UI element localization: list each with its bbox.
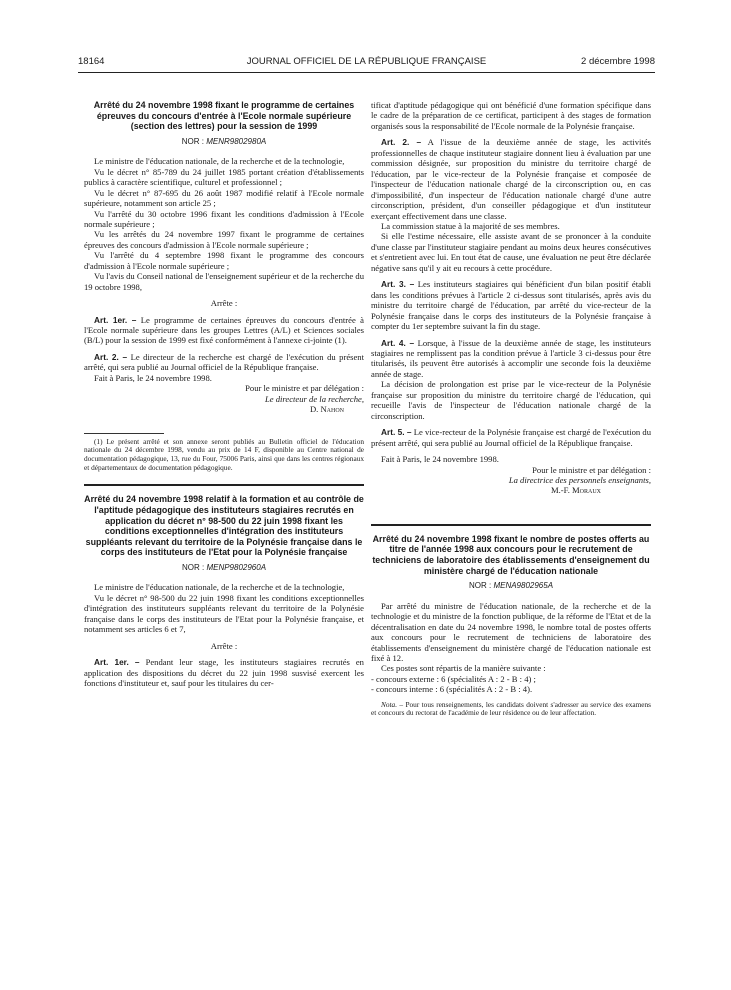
article-label: Art. 1er. – [94,657,140,668]
fait-a-paris: Fait à Paris, le 24 novembre 1998. [381,454,499,465]
nor-label: NOR : [468,581,492,591]
article [371,338,651,380]
delegation-line: Pour le ministre et par délégation : [245,383,364,394]
article [371,137,651,221]
fait-a-paris: Fait à Paris, le 24 novembre 1998. [94,372,212,383]
vu-item: Vu l'arrêté du 4 septembre 1998 fixant le programme des concours d'admission à l'Ecole normale supérieure ; [84,250,364,271]
article [371,427,651,448]
footnote-rule [84,433,164,434]
header-rule [78,72,655,73]
article-text: Les instituteurs stagiaires qui bénéficient d'un bilan positif établi dans les conditions prévues à l'article 2 ci-dessus sont titularisés, après avis du ministre du territoire chargé de l'éducation, par arrêté du vice-recteur de la Polynésie française dans le corps des instituteurs de la Polynésie française à compter du 1er septembre suivant la fin du stage. [371,279,651,332]
vu-item: Vu les arrêtés du 24 novembre 1997 fixant le programme de certaines épreuves des concours d'admission à l'Ecole normale supérieure ; [84,229,364,250]
vu-item: Vu l'avis du Conseil national de l'enseignement supérieur et de la recherche du 19 octobre 1998, [84,271,364,292]
article-text: Le vice-recteur de la Polynésie française est chargé de l'exécution du présent arrêté, qui sera publié au Journal officiel de la République française. [371,427,652,448]
journal-title: JOURNAL OFFICIEL DE LA RÉPUBLIQUE FRANÇAISE [246,56,487,67]
arrete2-nor [84,563,364,573]
delegation-line: Pour le ministre et par délégation : [532,464,651,475]
article-continuation: tificat d'aptitude pédagogique qui ont bénéficié d'une formation spécifique dans le cadre de la préparation de ce certificat, participent à des stages de formation organisés sous la responsabilité de l'Ecole normale de la Polynésie française. [371,100,651,131]
paragraph: Si elle l'estime nécessaire, elle assiste avant de se prononcer à la conduite d'une classe par l'instituteur stagiaire pendant au moins deux heures consécutives et s'entretient avec lui. En tout état de cause, une évaluation ne peut être déclarée négative sans qu'il y ait eu recours à cette procédure. [371,231,651,273]
concours-externe: - concours externe : 6 (spécialités A : 2 - B : 4) ; [371,673,536,684]
arrete3-title: Arrêté du 24 novembre 1998 fixant le nombre de postes offerts au titre de l'année 1998 aux concours pour le recrutement de techniciens de laboratoire des établissements d'enseignement du ministère chargé de l'éducation nationale [372,533,650,576]
article-label: Art. 5. – [381,427,412,438]
article [84,315,364,346]
article [84,657,364,688]
article-label: Art. 4. – [381,337,415,348]
nor-code: MENR9802980A [206,136,267,146]
vu-item: Vu l'arrêté du 30 octobre 1996 fixant les conditions d'admission à l'Ecole normale supérieure ; [84,208,364,229]
signatory-name: M.-F. Moraux [550,485,601,496]
article [84,352,364,373]
signatory-role: La directrice des personnels enseignants, [508,474,651,485]
arrete2-title: Arrêté du 24 novembre 1998 relatif à la formation et au contrôle de l'aptitude pédagogique des instituteurs stagiaires recrutés en application du décret n° 98-500 du 22 juin 1998 fixant les conditions exceptionnelles d'intégration des instituteurs suppléants relevant du territoire de la Polynésie française dans le corps des instituteurs de l'Etat pour la Polynésie française [84,494,364,558]
nor-code: MENA9802965A [493,581,554,591]
arrete-label: Arrête : [210,298,238,309]
nota-label: Nota. [381,699,398,709]
nor-code: MENP9802960A [206,563,267,573]
section-separator [84,484,364,486]
article-label: Art. 3. – [381,279,415,290]
article-text: Pendant leur stage, les instituteurs stagiaires recrutés en application des dispositions du décret du 22 juin 1998 susvisé exercent les fonctions d'instituteur et, sauf pour les titulaires du cer- [84,657,364,689]
footnote: (1) Le présent arrêté et son annexe seront publiés au Bulletin officiel de l'éducation nationale du 24 décembre 1998, vendu au prix de 14 F, disponible au Centre national de documentation pédagogique, 13, rue du Four, 75006 Paris, ainsi que dans les centres régionaux et départementaux de documentation pédagogique. [84,436,364,472]
vu-item: Vu le décret n° 85-789 du 24 juillet 1985 portant création d'établissements publics à caractère scientifique, culturel et professionnel ; [84,166,364,188]
arrete1-title: Arrêté du 24 novembre 1998 fixant le programme de certaines épreuves du concours d'entrée à l'Ecole normale supérieure (section des lettres) pour la session de 1999 [93,100,355,132]
vu-item: Vu le décret n° 87-695 du 26 août 1987 modifié relatif à l'Ecole normale supérieure, notamment son article 25 ; [84,187,364,209]
arrete3-text: Par arrêté du ministre de l'éducation nationale, de la recherche et de la technologie et du ministre de la fonction publique, de la réforme de l'Etat et de la décentralisation en date du 24 novembre 1998, le nombre total de postes offerts aux concours pour le recrutement de techniciens de laboratoire des établissements d'enseignement du ministère chargé de l'éducation nationale est fixé à 12. [371,600,651,663]
article-text: Le programme de certaines épreuves du concours d'entrée à l'Ecole normale supérieure dans les groupes Lettres (A/L) et Sciences sociales (B/L) pour la session de 1999 est fixé conformément à l'annexe ci-jointe (1). [84,314,364,346]
arrete3-nor [371,581,651,591]
article-text: Le directeur de la recherche est chargé de l'exécution du présent arrêté, qui sera publié au Journal officiel de la République française. [84,351,364,373]
arrete1-nor [84,137,364,147]
paragraph: La commission statue à la majorité de ses membres. [381,220,560,231]
left-column [84,100,364,689]
repartition: Ces postes sont répartis de la manière suivante : [381,663,546,674]
page-header [78,56,655,70]
article-label: Art. 2. – [94,351,128,362]
arrete1-intro: Le ministre de l'éducation nationale, de la recherche et de la technologie, [94,156,345,167]
page-number: 18164 [78,56,105,67]
arrete2-intro: Le ministre de l'éducation nationale, de la recherche et de la technologie, [94,582,345,593]
signatory-role: Le directeur de la recherche, [264,393,364,404]
vu-item: Vu le décret n° 98-500 du 22 juin 1998 fixant les conditions exceptionnelles d'intégration des instituteurs suppléants relevant du territoire de la Polynésie française dans le corps des instituteurs de l'Etat pour la Polynésie française, et notamment ses articles 6 et 7, [84,592,364,635]
right-column [371,100,651,718]
article-label: Art. 1er. – [94,314,137,325]
article-text: Lorsque, à l'issue de la deuxième année de stage, les instituteurs stagiaires ne remplissent pas la condition prévue à l'article 3 ci-dessus pour être titularisés, ils peuvent être autorisés à accomplir une seconde fois la deuxième année de stage. [371,337,651,379]
article [371,279,651,331]
nor-label: NOR : [181,136,204,146]
article-label: Art. 2. – [381,137,422,148]
paragraph: La décision de prolongation est prise par le vice-recteur de la Polynésie française sur proposition du ministre du territoire chargé de l'éducation, qui recueille l'avis de l'inspecteur de l'éducation nationale chargé de la circonscription. [371,379,651,421]
issue-date: 2 décembre 1998 [581,56,655,67]
arrete-label: Arrête : [210,640,238,651]
article-text: A l'issue de la deuxième année de stage, les activités professionnelles de chaque instituteur stagiaire donnent lieu à évaluation par une commission désignée, sur proposition du ministre du territoire chargé de l'éducation, par le vice-recteur de la Polynésie française et composée de l'inspecteur de l'éducation nationale chargé de la circonscription ou, en cas d'impossibilité, d'un inspecteur de l'éducation nationale chargé d'une autre circonscription, président, d'un conseiller pédagogique et d'un instituteur exerçant effectivement dans une classe. [371,137,651,221]
nota [371,701,651,718]
concours-interne: - concours interne : 6 (spécialités A : 2 - B : 4). [371,684,533,695]
nota-text: – Pour tous renseignements, les candidats doivent s'adresser au service des examens et concours du rectorat de l'académie de leur résidence ou de leur affectation. [371,699,651,718]
section-separator [371,524,651,526]
signatory-name: D. Nahon [309,404,344,415]
nor-label: NOR : [181,563,205,573]
